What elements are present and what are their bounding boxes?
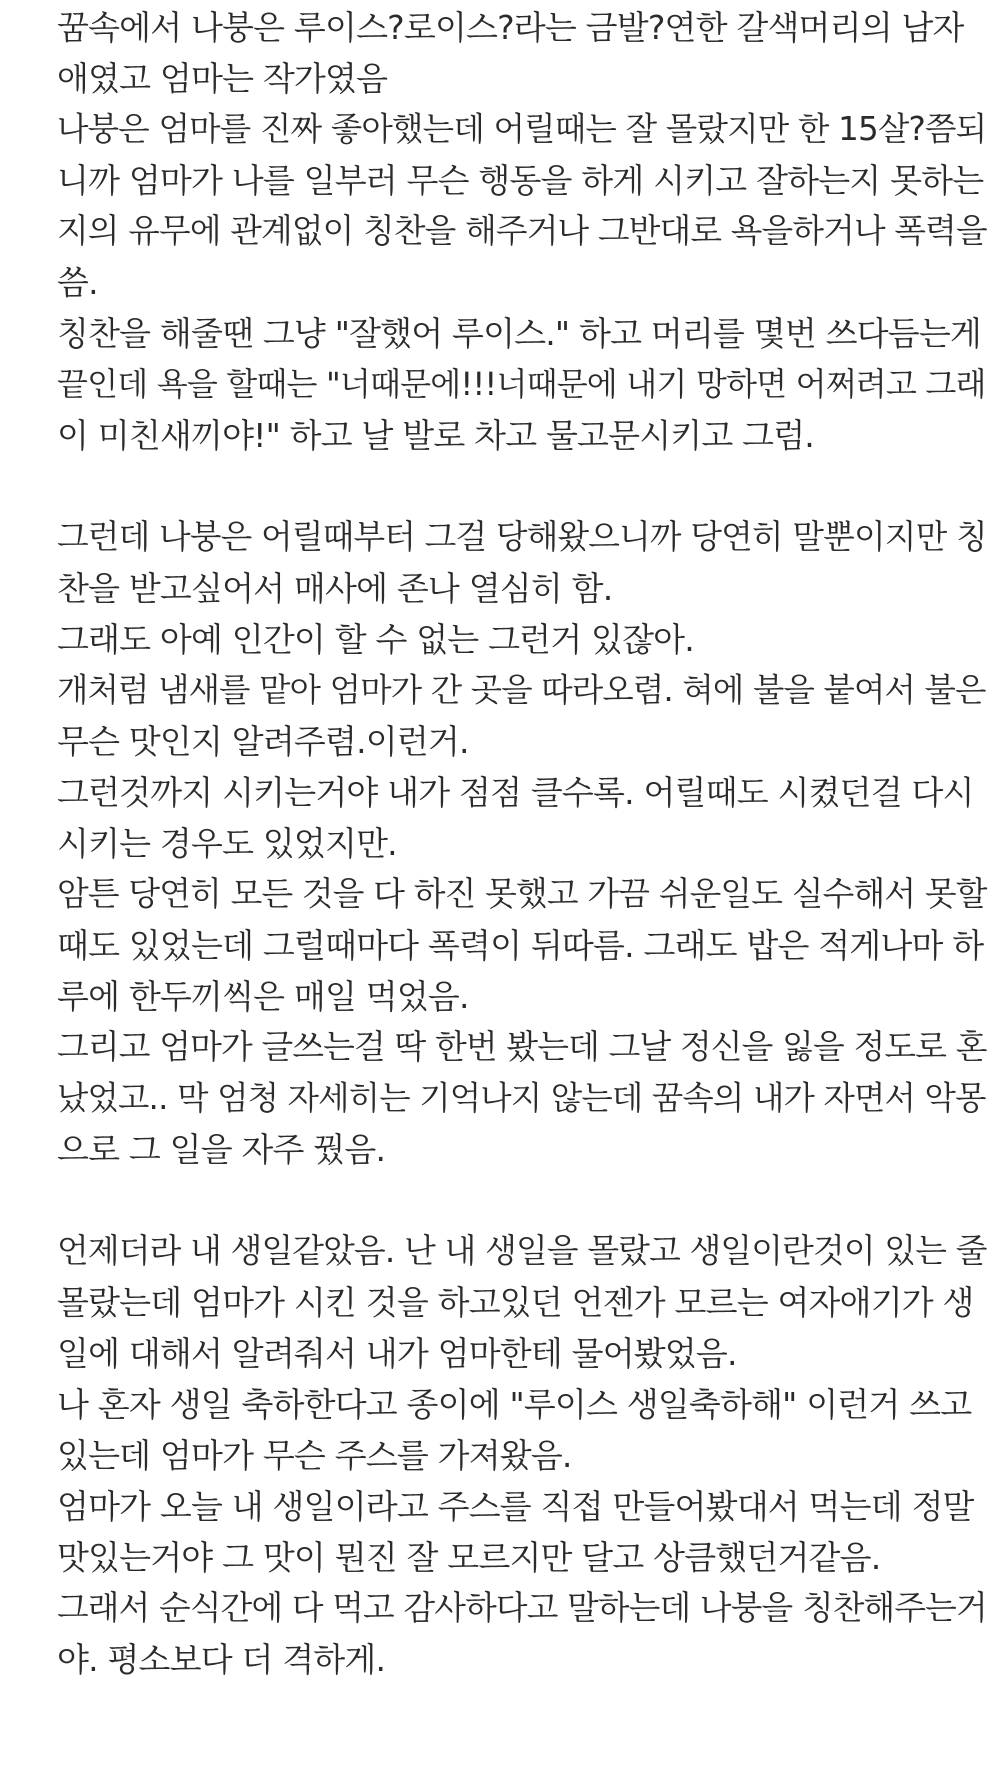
text-line: 일에 대해서 알려줘서 내가 엄마한테 물어봤었음. [57,1334,737,1373]
text-line: 그래도 아예 인간이 할 수 없는 그런거 있잖아. [57,620,694,659]
text-line: 루에 한두끼씩은 매일 먹었음. [57,977,469,1016]
text-line: 씀. [57,263,98,302]
text-line: 야. 평소보다 더 격하게. [57,1640,386,1679]
paragraph-1 [57,2,987,461]
text-line: 그런데 나붕은 어릴때부터 그걸 당해왔으니까 당연히 말뿐이지만 칭 [57,518,987,556]
text-line: 언제더라 내 생일같았음. 난 내 생일을 몰랐고 생일이란것이 있는 줄 [57,1232,987,1270]
text-line: 때도 있었는데 그럴때마다 폭력이 뒤따름. 그래도 밥은 적게나마 하 [57,926,984,965]
text-line: 맛있는거야 그 맛이 뭔진 잘 모르지만 달고 상큼했던거같음. [57,1538,881,1577]
text-line: 지의 유무에 관계없이 칭찬을 해주거나 그반대로 욕을하거나 폭력을 [57,212,987,250]
text-line: 끝인데 욕을 할때는 "너때문에!!!너때문에 내기 망하면 어쩌려고 그래 [57,365,986,403]
document-body [57,2,987,1685]
text-line: 시키는 경우도 있었지만. [57,824,397,863]
text-line: 꿈속에서 나붕은 루이스?로이스?라는 금발?연한 갈색머리의 남자 [57,8,964,47]
text-line: 애였고 엄마는 작가였음 [57,59,388,98]
text-line: 개처럼 냄새를 맡아 엄마가 간 곳을 따라오렴. 혀에 불을 붙여서 불은 [57,671,986,709]
text-line: 칭찬을 해줄땐 그냥 "잘했어 루이스." 하고 머리를 몇번 쓰다듬는게 [57,314,981,353]
text-line: 엄마가 오늘 내 생일이라고 주스를 직접 만들어봤대서 먹는데 정말 [57,1487,974,1526]
text-line: 몰랐는데 엄마가 시킨 것을 하고있던 언젠가 모르는 여자애기가 생 [57,1283,974,1322]
text-line: 암튼 당연히 모든 것을 다 하진 못했고 가끔 쉬운일도 실수해서 못할 [57,875,987,913]
text-line: 나 혼자 생일 축하한다고 종이에 "루이스 생일축하해" 이런거 쓰고 [57,1385,972,1424]
text-line: 으로 그 일을 자주 꿨음. [57,1130,386,1169]
text-line: 그런것까지 시키는거야 내가 점점 클수록. 어릴때도 시켰던걸 다시 [57,773,974,812]
text-line: 있는데 엄마가 무슨 주스를 가져왔음. [57,1436,572,1475]
text-line: 그래서 순식간에 다 먹고 감사하다고 말하는데 나붕을 칭찬해주는거 [57,1589,987,1627]
text-line: 났었고.. 막 엄청 자세히는 기억나지 않는데 꿈속의 내가 자면서 악몽 [57,1079,986,1117]
text-line: 이 미친새끼야!" 하고 날 발로 차고 물고문시키고 그럼. [57,416,814,455]
text-line: 나붕은 엄마를 진짜 좋아했는데 어릴때는 잘 몰랐지만 한 15살?쯤되 [57,110,987,148]
paragraph-3 [57,1226,987,1685]
text-line: 니까 엄마가 나를 일부러 무슨 행동을 하게 시키고 잘하는지 못하는 [57,161,984,200]
text-line: 찬을 받고싶어서 매사에 존나 열심히 함. [57,569,613,608]
text-line: 무슨 맛인지 알려주렴.이런거. [57,722,469,761]
text-line: 그리고 엄마가 글쓰는걸 딱 한번 봤는데 그날 정신을 잃을 정도로 혼 [57,1028,987,1066]
paragraph-2 [57,512,987,1175]
